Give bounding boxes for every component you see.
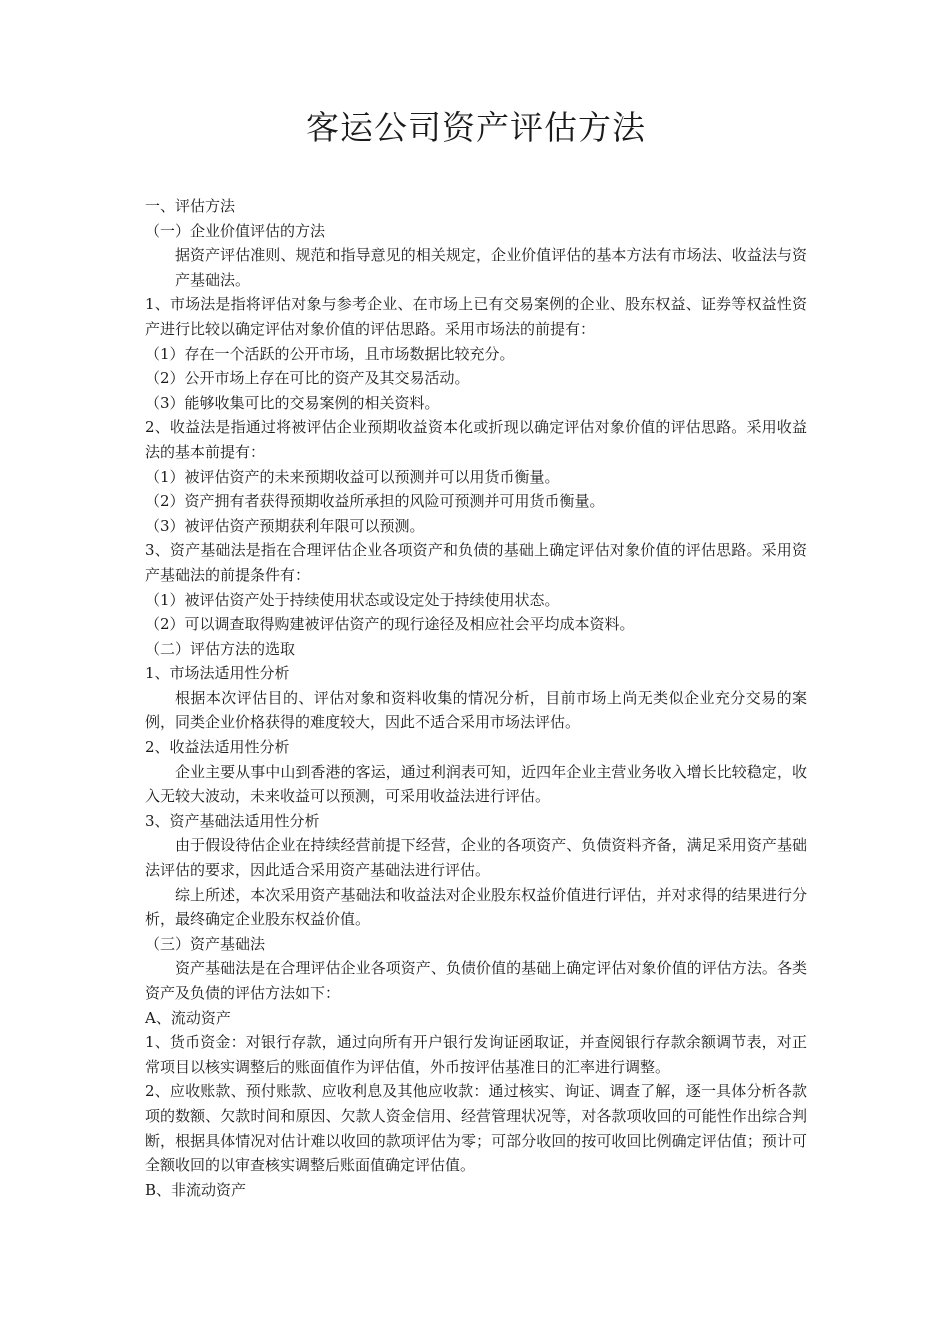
- list-item: （1）存在一个活跃的公开市场，且市场数据比较充分。: [145, 344, 515, 363]
- list-item: （2）资产拥有者获得预期收益所承担的风险可预测并可用货币衡量。: [145, 492, 605, 511]
- paragraph: 1、货币资金：对银行存款，通过向所有开户银行发询证函取证，并查阅银行存款余额调节表，对正常项目以核实调整后的账面值作为评估值，外币按评估基准日的汇率进行调整。: [145, 1033, 807, 1076]
- list-item: （3）能够收集可比的交易案例的相关资料。: [145, 393, 440, 412]
- list-item: （1）被评估资产的未来预期收益可以预测并可以用货币衡量。: [145, 467, 560, 486]
- document-title: 客运公司资产评估方法: [306, 108, 646, 147]
- list-item: （2）可以调查取得购建被评估资产的现行途径及相应社会平均成本资料。: [145, 615, 635, 634]
- document-body: [145, 194, 807, 1202]
- paragraph: 资产基础法是在合理评估企业各项资产、负债价值的基础上确定评估对象价值的评估方法。各类资产及负债的评估方法如下：: [145, 959, 807, 1002]
- subheading-3: （三）资产基础法: [145, 934, 266, 953]
- paragraph: 企业主要从事中山到香港的客运，通过利润表可知，近四年企业主营业务收入增长比较稳定，收入无较大波动，未来收益可以预测，可采用收益法进行评估。: [145, 762, 807, 806]
- paragraph: 1、市场法是指将评估对象与参考企业、在市场上已有交易案例的企业、股东权益、证券等权益性资产进行比较以确定评估对象价值的评估思路。采用市场法的前提有：: [145, 295, 807, 338]
- subheading-1: （一）企业价值评估的方法: [145, 221, 326, 240]
- paragraph: 2、收益法是指通过将被评估企业预期收益资本化或折现以确定评估对象价值的评估思路。采用收益法的基本前提有：: [145, 418, 807, 461]
- section-heading: 1、市场法适用性分析: [145, 664, 290, 683]
- section-heading: A、流动资产: [145, 1008, 231, 1027]
- paragraph: 综上所述，本次采用资产基础法和收益法对企业股东权益价值进行评估，并对求得的结果进行分析，最终确定企业股东权益价值。: [145, 885, 807, 929]
- paragraph: 3、资产基础法是指在合理评估企业各项资产和负债的基础上确定评估对象价值的评估思路。采用资产基础法的前提条件有：: [145, 541, 807, 584]
- list-item: （3）被评估资产预期获利年限可以预测。: [145, 516, 425, 535]
- section-heading: B、非流动资产: [145, 1180, 247, 1199]
- list-item: （2）公开市场上存在可比的资产及其交易活动。: [145, 369, 470, 388]
- section-heading: 3、资产基础法适用性分析: [145, 811, 320, 830]
- paragraph: 据资产评估准则、规范和指导意见的相关规定，企业价值评估的基本方法有市场法、收益法与资产基础法。: [175, 246, 807, 289]
- paragraph: 根据本次评估目的、评估对象和资料收集的情况分析，目前市场上尚无类似企业充分交易的案例，同类企业价格获得的难度较大，因此不适合采用市场法评估。: [145, 688, 807, 732]
- paragraph: 由于假设待估企业在持续经营前提下经营，企业的各项资产、负债资料齐备，满足采用资产基础法评估的要求，因此适合采用资产基础法进行评估。: [145, 836, 807, 880]
- paragraph: 2、应收账款、预付账款、应收利息及其他应收款：通过核实、询证、调查了解，逐一具体分析各款项的数额、欠款时间和原因、欠款人资金信用、经营管理状况等，对各款项收回的可能性作出综合判断，根据具体情况对估计难以收回的款项评估为零；可部分收回的按可收回比例确定评估值；预计可全额收回的以审查核实调整后账面值确定评估值。: [145, 1082, 807, 1175]
- section-heading: 2、收益法适用性分析: [145, 738, 290, 757]
- list-item: （1）被评估资产处于持续使用状态或设定处于持续使用状态。: [145, 590, 560, 609]
- heading-1: 一、评估方法: [145, 197, 236, 215]
- subheading-2: （二）评估方法的选取: [145, 639, 296, 658]
